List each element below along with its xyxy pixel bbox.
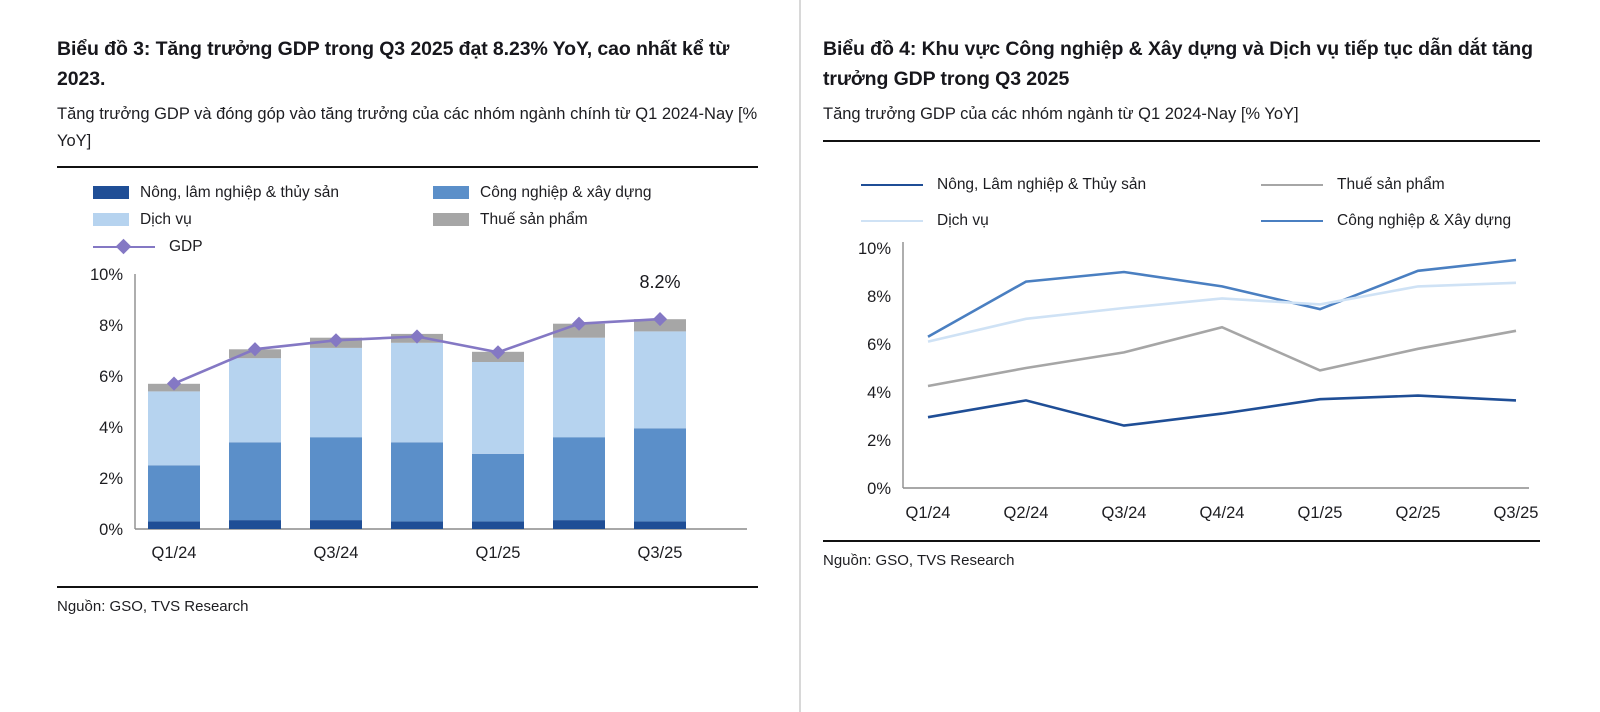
multi-line-chart xyxy=(823,230,1543,540)
legend-line-icon xyxy=(1261,220,1323,222)
legend-swatch-icon xyxy=(93,213,129,226)
bar-segment-agriculture xyxy=(472,521,524,529)
bar-segment-services xyxy=(229,358,281,442)
bar-segment-agriculture xyxy=(148,521,200,529)
y-tick-label: 4% xyxy=(99,418,123,437)
x-tick-label: Q3/25 xyxy=(637,543,683,562)
x-tick-label: Q3/24 xyxy=(313,543,359,562)
y-tick-label: 0% xyxy=(99,520,123,539)
legend-item-services xyxy=(861,212,1261,230)
legend-label: Nông, Lâm nghiệp & Thủy sản xyxy=(937,175,1147,193)
legend-label: Công nghiệp & Xây dựng xyxy=(1337,211,1512,229)
legend-item-product-tax xyxy=(1261,176,1540,194)
divider-top-right xyxy=(823,140,1540,142)
bar-segment-agriculture xyxy=(229,520,281,529)
source-note-right: Nguồn: GSO, TVS Research xyxy=(823,551,1015,569)
legend-item-product-tax xyxy=(433,211,758,229)
bar-segment-industry xyxy=(472,453,524,521)
bar-group xyxy=(310,337,362,528)
data-label-last: 8.2% xyxy=(639,271,681,292)
bar-segment-services xyxy=(391,342,443,442)
stacked-bar-chart xyxy=(57,256,757,586)
x-tick-label: Q3/25 xyxy=(1493,503,1539,522)
x-tick-label: Q1/24 xyxy=(905,503,951,522)
y-tick-label: 6% xyxy=(99,367,123,386)
legend-line-icon xyxy=(861,220,923,222)
bar-segment-services xyxy=(634,331,686,428)
bar-segment-services xyxy=(553,337,605,437)
bar-group xyxy=(472,351,524,528)
bar-group xyxy=(148,383,200,528)
bar-segment-agriculture xyxy=(391,521,443,529)
plot-area-right xyxy=(823,230,1540,540)
legend-line-icon xyxy=(1261,184,1323,186)
bar-group xyxy=(634,319,686,529)
y-tick-label: 8% xyxy=(99,316,123,335)
legend-item-agriculture xyxy=(861,176,1261,194)
bar-segment-agriculture xyxy=(553,520,605,529)
y-tick-label: 2% xyxy=(867,431,891,450)
bar-segment-services xyxy=(148,391,200,465)
bar-segment-services xyxy=(310,347,362,436)
line-services xyxy=(928,282,1516,341)
x-tick-label: Q1/25 xyxy=(1297,503,1343,522)
legend-item-industry xyxy=(433,184,758,202)
chart-panel-right xyxy=(800,0,1600,712)
bar-segment-industry xyxy=(148,465,200,521)
legend-label: Công nghiệp & xây dựng xyxy=(480,183,652,201)
x-tick-label: Q4/24 xyxy=(1199,503,1245,522)
page-title-left: Biểu đồ 3: Tăng trưởng GDP trong Q3 2025 đạt 8.23% YoY, cao nhất kể từ 2023. xyxy=(57,38,730,91)
x-tick-label: Q1/24 xyxy=(151,543,197,562)
y-tick-label: 6% xyxy=(867,335,891,354)
legend-swatch-icon xyxy=(433,186,469,199)
x-tick-label: Q3/24 xyxy=(1101,503,1147,522)
page-title-right: Biểu đồ 4: Khu vực Công nghiệp & Xây dựng và Dịch vụ tiếp tục dẫn dắt tăng trưởng GDP trong Q3 2025 xyxy=(823,38,1533,91)
bar-group xyxy=(553,323,605,528)
legend-swatch-icon xyxy=(93,186,129,199)
legend-line-icon xyxy=(861,184,923,186)
legend-item-agriculture xyxy=(93,184,433,202)
bar-segment-industry xyxy=(310,437,362,520)
bar-segment-services xyxy=(472,362,524,454)
plot-area-left xyxy=(57,256,758,586)
legend-label: Dịch vụ xyxy=(140,210,192,228)
line-product-tax xyxy=(928,327,1516,386)
bar-segment-agriculture xyxy=(310,520,362,529)
legend-label: Dịch vụ xyxy=(937,211,989,229)
divider-top-left xyxy=(57,166,758,168)
legend-item-services xyxy=(93,211,433,229)
chart-subtitle-right: Tăng trưởng GDP của các nhóm ngành từ Q1 2024-Nay [% YoY] xyxy=(823,105,1299,124)
y-tick-label: 10% xyxy=(857,239,891,258)
bar-segment-industry xyxy=(634,428,686,521)
legend-right xyxy=(823,176,1540,230)
bar-segment-agriculture xyxy=(634,521,686,529)
legend-label: GDP xyxy=(169,237,203,255)
x-tick-label: Q1/25 xyxy=(475,543,521,562)
legend-swatch-icon xyxy=(433,213,469,226)
bar-group xyxy=(391,333,443,528)
legend-left xyxy=(57,184,758,256)
legend-label: Thuế sản phẩm xyxy=(480,210,588,228)
bar-segment-industry xyxy=(391,442,443,521)
y-tick-label: 0% xyxy=(867,479,891,498)
legend-label: Thuế sản phẩm xyxy=(1337,175,1445,193)
legend-label: Nông, lâm nghiệp & thủy sản xyxy=(140,183,340,201)
bar-segment-industry xyxy=(553,437,605,520)
bar-segment-industry xyxy=(229,442,281,520)
legend-item-gdp xyxy=(93,238,433,256)
y-tick-label: 2% xyxy=(99,469,123,488)
chart-subtitle-left: Tăng trưởng GDP và đóng góp vào tăng trưởng của các nhóm ngành chính từ Q1 2024-Nay [% YoY] xyxy=(57,105,758,150)
y-tick-label: 4% xyxy=(867,383,891,402)
legend-line-marker-icon xyxy=(93,241,155,253)
y-tick-label: 10% xyxy=(89,265,123,284)
legend-item-industry xyxy=(1261,212,1540,230)
x-tick-label: Q2/25 xyxy=(1395,503,1441,522)
y-tick-label: 8% xyxy=(867,287,891,306)
source-note-left: Nguồn: GSO, TVS Research xyxy=(57,597,249,615)
line-agriculture xyxy=(928,395,1516,425)
bar-group xyxy=(229,349,281,529)
x-tick-label: Q2/24 xyxy=(1003,503,1049,522)
